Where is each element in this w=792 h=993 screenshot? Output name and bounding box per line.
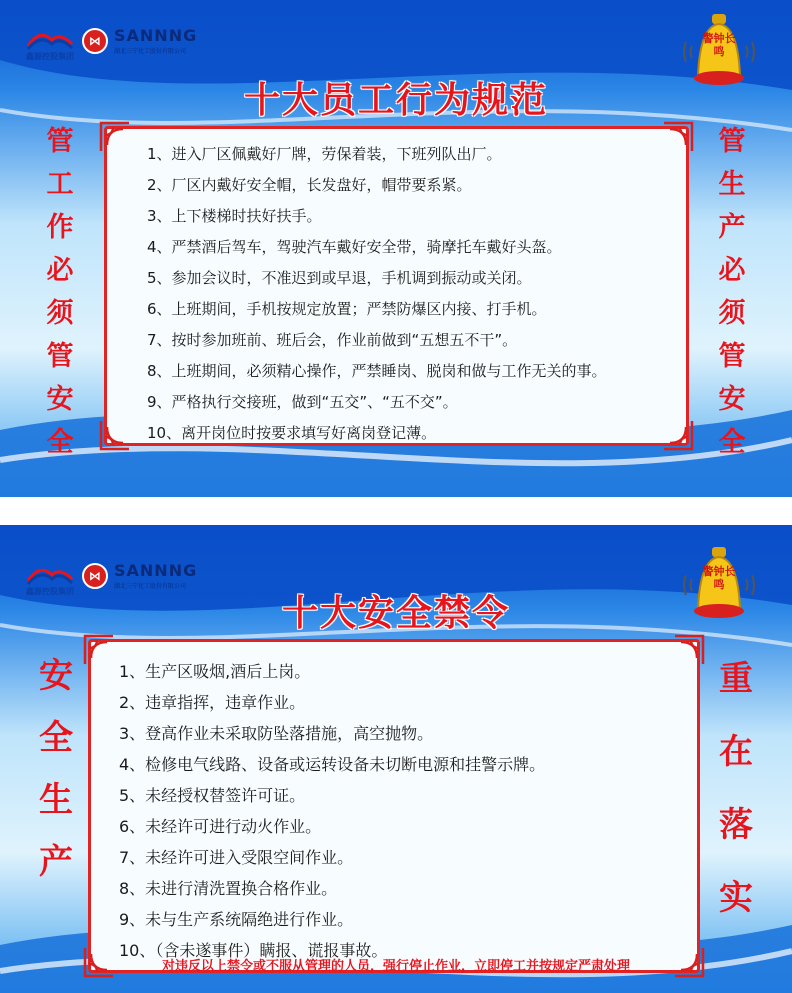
left-slogan — [40, 120, 80, 464]
slogan-char: 管 — [46, 341, 74, 372]
ornament-corner-icon — [662, 121, 694, 153]
slogan-char: 全 — [718, 427, 746, 458]
footer-warning: 对违反以上禁令或不服从管理的人员，强行停止作业，立即停工并按规定严肃处理 — [161, 959, 630, 974]
poster-title: 十大安全禁令 — [281, 593, 510, 634]
rule-item: 8、上班期间，必须精心操作，严禁睡岗、脱岗和做与工作无关的事。 — [147, 362, 607, 380]
rule-item: 1、生产区吸烟,酒后上岗。 — [119, 662, 311, 681]
slogan-char: 安 — [39, 656, 73, 696]
group-name: 鑫源控股集团 — [26, 52, 74, 61]
rule-item: 2、违章指挥，违章作业。 — [119, 693, 306, 712]
rule-item: 7、按时参加班前、班后会，作业前做到“五想五不干”。 — [147, 331, 518, 349]
slogan-char: 作 — [46, 212, 74, 243]
company-circle-logo-icon: ⋈ — [82, 563, 108, 589]
brand-name: SANNNG — [114, 561, 198, 580]
slogan-char: 须 — [718, 298, 746, 329]
slogan-char: 安 — [46, 384, 74, 415]
slogan-char: 全 — [46, 427, 74, 458]
mountain-logo-icon — [26, 561, 74, 585]
rules-frame — [88, 639, 700, 973]
right-slogan — [716, 643, 756, 935]
slogan-char: 必 — [46, 255, 74, 286]
ornament-corner-icon — [99, 121, 131, 153]
rule-item: 9、未与生产系统隔绝进行作业。 — [119, 910, 354, 929]
rule-item: 5、参加会议时，不准迟到或早退，手机调到振动或关闭。 — [147, 269, 532, 287]
group-name: 鑫源控股集团 — [26, 587, 74, 596]
rule-item: 9、严格执行交接班，做到“五交”、“五不交”。 — [147, 393, 458, 411]
rules-list — [147, 139, 607, 449]
slogan-char: 安 — [718, 384, 746, 415]
bell-text: 警钟长鸣 — [702, 565, 736, 591]
slogan-char: 产 — [39, 842, 73, 882]
poster-title: 十大员工行为规范 — [243, 80, 548, 121]
rule-item: 8、未进行清洗置换合格作业。 — [119, 879, 338, 898]
ornament-corner-icon — [99, 419, 131, 451]
company-logos — [26, 26, 206, 60]
rules-list — [119, 656, 545, 966]
rule-item: 7、未经许可进入受限空间作业。 — [119, 848, 354, 867]
slogan-char: 须 — [46, 298, 74, 329]
company-subtitle: 湖北三宁化工股份有限公司 — [114, 583, 187, 590]
rule-item: 2、厂区内戴好安全帽，长发盘好，帽带要系紧。 — [147, 176, 472, 194]
rule-item: 6、上班期间，手机按规定放置；严禁防爆区内接、打手机。 — [147, 300, 547, 318]
right-slogan — [712, 120, 752, 464]
rule-item: 10、离开岗位时按要求填写好离岗登记薄。 — [147, 424, 437, 442]
rule-item: 3、登高作业未采取防坠落措施，高空抛物。 — [119, 724, 434, 743]
left-slogan — [36, 645, 76, 893]
slogan-char: 生 — [718, 169, 746, 200]
slogan-char: 重 — [719, 659, 753, 699]
rule-item: 3、上下楼梯时扶好扶手。 — [147, 207, 322, 225]
rule-item: 4、严禁酒后驾车，驾驶汽车戴好安全带，骑摩托车戴好头盔。 — [147, 238, 562, 256]
rule-item: 5、未经授权替签许可证。 — [119, 786, 306, 805]
ornament-corner-icon — [673, 634, 705, 666]
slogan-char: 在 — [719, 732, 753, 772]
brand-name: SANNNG — [114, 26, 198, 45]
slogan-char: 工 — [46, 169, 74, 200]
slogan-char: 产 — [718, 212, 746, 243]
slogan-char: 管 — [718, 341, 746, 372]
company-circle-logo-icon: ⋈ — [82, 28, 108, 54]
slogan-char: 必 — [718, 255, 746, 286]
slogan-char: 管 — [46, 126, 74, 157]
poster-safety-prohibitions — [0, 525, 792, 993]
slogan-char: 落 — [719, 805, 753, 845]
rule-item: 1、进入厂区佩戴好厂牌，劳保着装，下班列队出厂。 — [147, 145, 502, 163]
bell-text: 警钟长鸣 — [702, 32, 736, 58]
mountain-logo-icon — [26, 26, 74, 50]
slogan-char: 全 — [39, 718, 73, 758]
company-subtitle: 湖北三宁化工股份有限公司 — [114, 48, 187, 55]
slogan-char: 实 — [719, 878, 753, 918]
rules-frame — [104, 126, 689, 446]
ornament-corner-icon — [662, 419, 694, 451]
slogan-char: 生 — [39, 780, 73, 820]
rule-item: 10、（含未遂事件）瞒报、谎报事故。 — [119, 941, 388, 960]
ornament-corner-icon — [83, 634, 115, 666]
rule-item: 4、检修电气线路、设备或运转设备未切断电源和挂警示牌。 — [119, 755, 546, 774]
rule-item: 6、未经许可进行动火作业。 — [119, 817, 322, 836]
slogan-char: 管 — [718, 126, 746, 157]
